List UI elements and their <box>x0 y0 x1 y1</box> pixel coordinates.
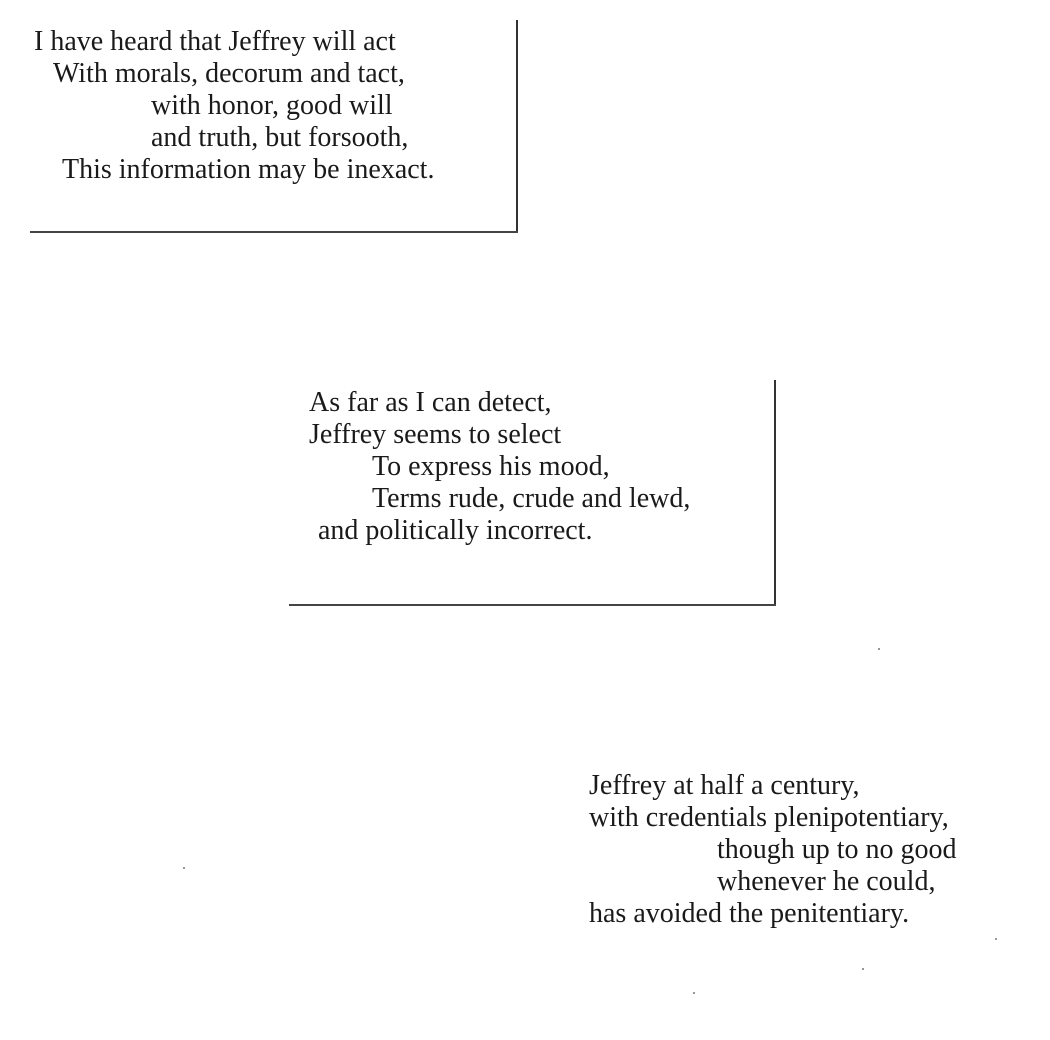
limerick-1-right-border <box>516 20 518 232</box>
poem-line: Jeffrey at half a century, <box>589 770 860 801</box>
scan-speck <box>995 938 997 940</box>
poem-line: and politically incorrect. <box>318 515 593 546</box>
limerick-3 <box>0 770 1050 930</box>
limerick-2-bottom-border <box>289 604 776 606</box>
scan-speck <box>878 648 880 650</box>
scan-speck <box>862 968 864 970</box>
limerick-2-right-border <box>774 380 776 606</box>
limerick-1 <box>0 26 520 186</box>
poem-line: with credentials plenipotentiary, <box>589 802 949 833</box>
poem-line: With morals, decorum and tact, <box>53 58 405 89</box>
limerick-1-bottom-border <box>30 231 518 233</box>
poem-line: has avoided the penitentiary. <box>589 898 910 929</box>
poem-line: though up to no good <box>717 834 957 865</box>
poem-line: and truth, but forsooth, <box>151 122 409 153</box>
scan-speck <box>183 867 185 869</box>
poem-line: As far as I can detect, <box>309 387 552 418</box>
poem-line: To express his mood, <box>372 451 610 482</box>
poem-line: Jeffrey seems to select <box>309 419 562 450</box>
poem-line: whenever he could, <box>717 866 936 897</box>
poem-line: Terms rude, crude and lewd, <box>372 483 691 514</box>
poem-line: I have heard that Jeffrey will act <box>34 26 396 57</box>
poem-line: This information may be inexact. <box>62 154 435 185</box>
scan-speck <box>693 992 695 994</box>
poem-line: with honor, good will <box>151 90 393 121</box>
limerick-2 <box>0 387 780 547</box>
